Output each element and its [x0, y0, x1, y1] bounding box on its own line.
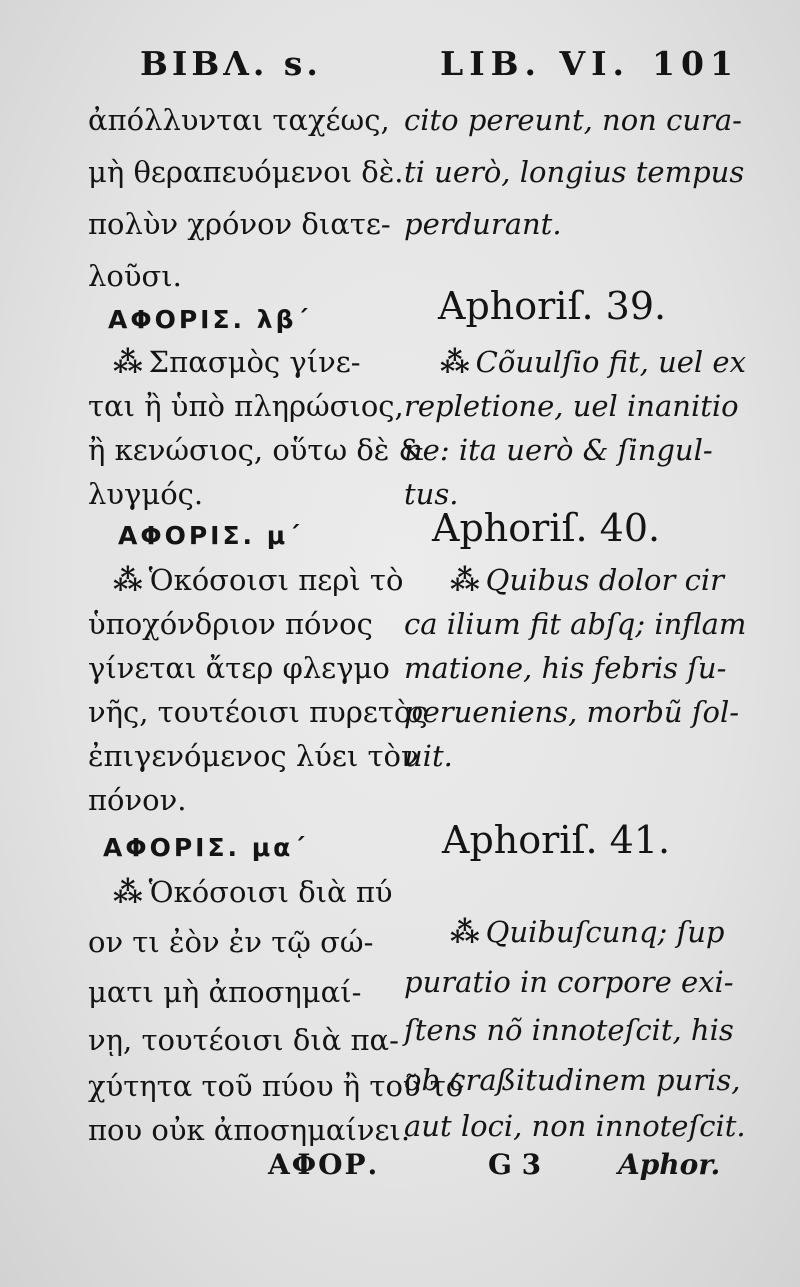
- latin-line: ⁂ Cõuulſio fit, uel ex: [440, 345, 746, 379]
- latin-line: ti uerò, longius tempus: [404, 155, 745, 189]
- greek-line: ον τι ἐὸν ἐν τῷ σώ-: [88, 925, 374, 959]
- latin-line: puratio in corpore exi-: [404, 965, 734, 999]
- greek-line: που οὐκ ἀποσημαίνει.: [88, 1113, 411, 1147]
- section-mark-icon: ⁂: [113, 875, 143, 909]
- greek-line: λοῦσι.: [88, 259, 182, 293]
- book-number: LIB. VI.: [440, 44, 631, 83]
- running-head-left: BIBΛ. s.: [140, 44, 322, 83]
- latin-line: ne: ita uerò & ſingul-: [404, 433, 713, 467]
- catchword-greek: ΑΦΟΡ.: [268, 1148, 380, 1181]
- latin-line: aut loci, non innoteſcit.: [404, 1109, 746, 1143]
- section-mark-icon: ⁂: [113, 345, 143, 379]
- section-mark-icon: ⁂: [113, 563, 143, 597]
- greek-line: ὑποχόνδριον πόνος: [88, 607, 373, 641]
- greek-line: ⁂ Σπασμὸς γίνε-: [113, 345, 361, 379]
- greek-line: λυγμός.: [88, 477, 204, 511]
- greek-line: ἀπόλλυνται ταχέως,: [88, 103, 390, 137]
- greek-line: νῆς, τουτέοισι πυρετὸς: [88, 695, 428, 729]
- section-mark-icon: ⁂: [440, 345, 470, 379]
- aphorism-heading-latin: Aphoriſ. 40.: [432, 506, 661, 550]
- aphorism-heading-greek: ΑΦΟΡΙΣ. λβ´: [108, 305, 312, 334]
- greek-line: νῃ, τουτέοισι διὰ πα-: [88, 1023, 399, 1057]
- aphorism-heading-greek: ΑΦΟΡΙΣ. μ´: [118, 521, 304, 550]
- running-head-right: [440, 44, 739, 83]
- section-mark-icon: ⁂: [450, 915, 480, 949]
- catchword-latin: Aphor.: [618, 1148, 721, 1181]
- latin-line: uit.: [404, 739, 453, 773]
- latin-line: tus.: [404, 477, 459, 511]
- aphorism-heading-latin: Aphoriſ. 41.: [442, 818, 671, 862]
- greek-line: ⁂ Ὁκόσοισι περὶ τὸ: [113, 563, 404, 597]
- aphorism-heading-latin: Aphoriſ. 39.: [438, 284, 667, 328]
- latin-line: ſtens nõ innoteſcit, his: [404, 1013, 734, 1047]
- greek-line: χύτητα τοῦ πύου ἢ τοῦ τό: [88, 1069, 464, 1103]
- greek-line: ματι μὴ ἀποσημαί-: [88, 975, 362, 1009]
- latin-line: perdurant.: [404, 207, 562, 241]
- latin-line: perueniens, morbũ ſol-: [404, 695, 740, 729]
- greek-line: ἐπιγενόμενος λύει τὸν: [88, 739, 419, 773]
- greek-line: μὴ θεραπευόμενοι δὲ.: [88, 155, 404, 189]
- aphorism-heading-greek: ΑΦΟΡΙΣ. μα´: [103, 833, 309, 862]
- latin-line: ⁂ Quibuſcunq; ſup: [450, 915, 725, 949]
- folio-number: 101: [652, 44, 739, 83]
- latin-line: matione, his febris ſu-: [404, 651, 727, 685]
- section-mark-icon: ⁂: [450, 563, 480, 597]
- latin-line: ca ilium fit abſq; inflam: [404, 607, 747, 641]
- latin-line: cito pereunt, non cura-: [404, 103, 742, 137]
- signature-mark: G 3: [488, 1148, 542, 1181]
- greek-line: ⁂ Ὁκόσοισι διὰ πύ: [113, 875, 393, 909]
- greek-line: πολὺν χρόνον διατε-: [88, 207, 391, 241]
- greek-line: πόνον.: [88, 783, 187, 817]
- greek-line: γίνεται ἄτερ φλεγμο: [88, 651, 390, 685]
- latin-line: repletione, uel inanitio: [404, 389, 739, 423]
- latin-line: ⁂ Quibus dolor cir: [450, 563, 724, 597]
- latin-line: ob craßitudinem puris,: [404, 1063, 741, 1097]
- greek-line: ἢ κενώσιος, οὕτω δὲ &: [88, 433, 425, 467]
- greek-line: ται ἢ ὑπὸ πληρώσιος,: [88, 389, 404, 423]
